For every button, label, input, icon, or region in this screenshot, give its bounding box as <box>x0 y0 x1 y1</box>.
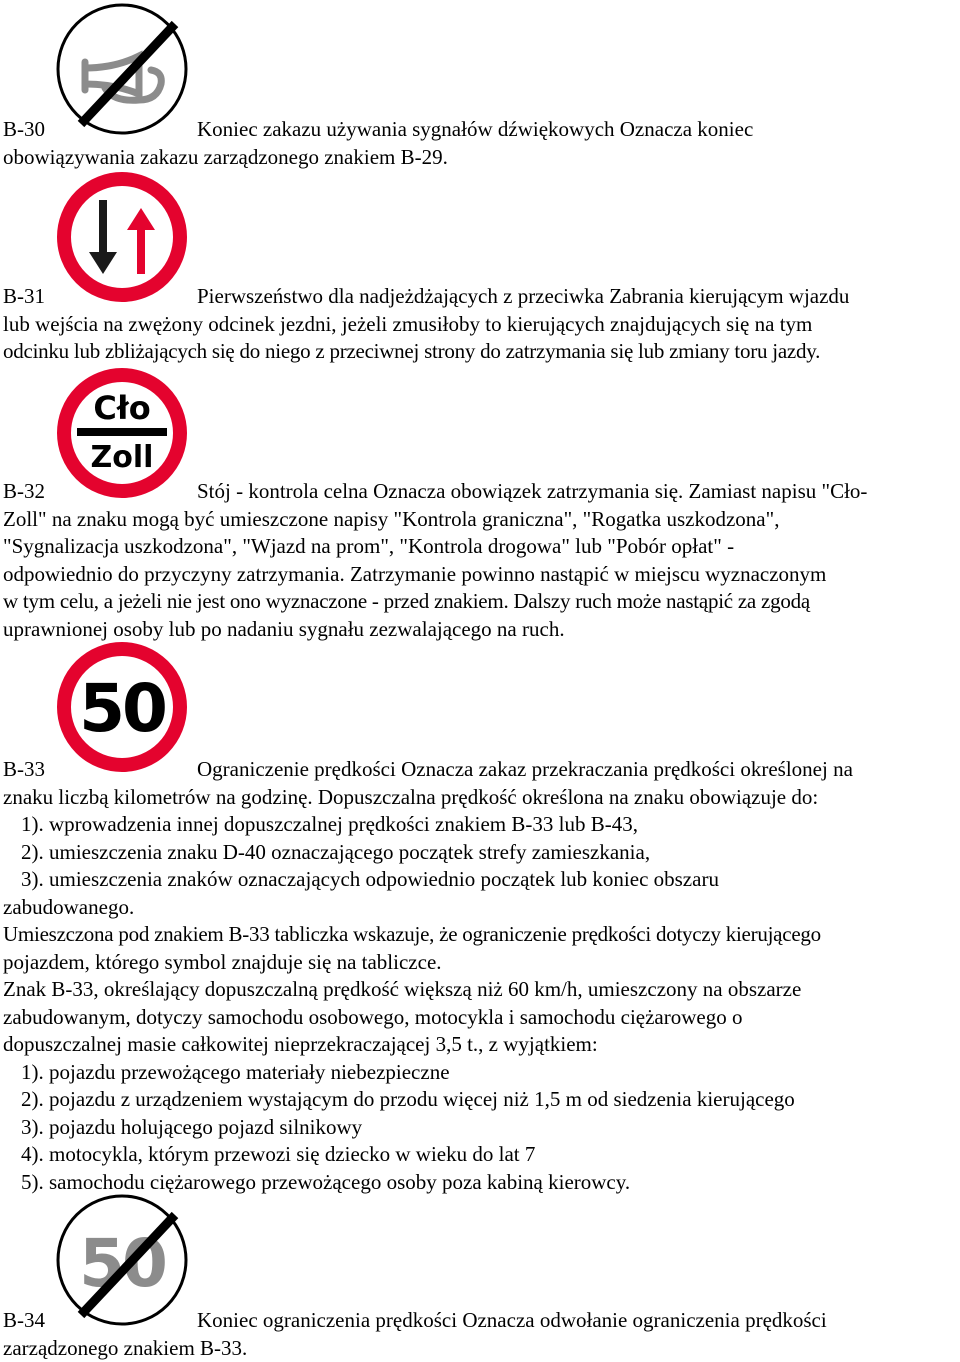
speed-limit-icon <box>55 640 189 774</box>
b32-code: B-32 <box>3 479 45 503</box>
b33-description <box>3 756 960 1196</box>
b33-para2-line1: Umieszczona pod znakiem B-33 tabliczka wskazuje, że ograniczenie prędkości dotyczy kierującego <box>3 922 821 946</box>
b32-line6: uprawnionej osoby lub po nadaniu sygnału zezwalającego na ruch. <box>3 616 565 641</box>
b34-continuation: zarządzonego znakiem B-33. <box>3 1335 248 1360</box>
b33-line2: znaku liczbą kilometrów na godzinę. Dopuszczalna prędkość określona na znaku obowiązuje do: <box>3 784 819 809</box>
b31-title: Pierwszeństwo dla nadjeżdżających z przeciwka <box>197 284 604 308</box>
b31-description <box>3 283 960 366</box>
b32-body: Oznacza obowiązek zatrzymania się. Zamiast napisu "Cło- <box>373 479 868 503</box>
b31-code: B-31 <box>3 284 45 308</box>
sign-text-zoll: Zoll <box>90 440 154 475</box>
b32-title: Stój - kontrola celna <box>197 479 368 503</box>
b31-line2: lub wejścia na zwężony odcinek jezdni, jeżeli zmusiłoby to kierujących znajdujących się na tym <box>3 311 813 336</box>
list-item: 1). pojazdu przewożącego materiały niebezpieczne <box>21 1059 450 1084</box>
sign-speed-number: 50 <box>79 670 165 747</box>
b33-para3-line1: Znak B-33, określający dopuszczalną prędkość większą niż 60 km/h, umieszczony na obszarze <box>3 977 802 1001</box>
list-item: 3). umieszczenia znaków oznaczających odpowiednio początek lub koniec obszaru <box>21 867 719 891</box>
list-item: 2). pojazdu z urządzeniem wystającym do przodu więcej niż 1,5 m od siedzenia kierującego <box>21 1087 795 1111</box>
b33-body: Oznacza zakaz przekraczania prędkości określonej na <box>401 757 853 781</box>
b33-para3-line3: dopuszczalnej masie całkowitej nieprzekraczającej 3,5 t., z wyjątkiem: <box>3 1032 598 1056</box>
b32-description <box>3 478 960 643</box>
b32-line4: odpowiednio do przyczyny zatrzymania. Zatrzymanie powinno nastąpić w miejscu wyznaczonym <box>3 561 827 586</box>
b34-code: B-34 <box>3 1308 45 1332</box>
list-item: 3). pojazdu holującego pojazd silnikowy <box>21 1114 363 1139</box>
sign-end-speed-number: 50 <box>79 1225 165 1302</box>
list-item: 4). motocykla, którym przewozi się dziecko w wieku do lat 7 <box>21 1142 536 1166</box>
b34-body: Oznacza odwołanie ograniczenia prędkości <box>462 1308 827 1332</box>
b30-continuation: obowiązywania zakazu zarządzonego znakiem B-29. <box>3 144 448 169</box>
sign-text-clo: Cło <box>93 389 151 427</box>
b30-title: Koniec zakazu używania sygnałów dźwiękowych <box>197 117 615 141</box>
b32-line3: "Sygnalizacja uszkodzona", "Wjazd na prom", "Kontrola drogowa" lub "Pobór opłat" - <box>3 534 735 558</box>
b33-title: Ograniczenie prędkości <box>197 757 396 781</box>
list-item: 5). samochodu ciężarowego przewożącego osoby poza kabiną kierowcy. <box>21 1169 631 1194</box>
b33-code: B-33 <box>3 757 45 781</box>
b32-line5: w tym celu, a jeżeli nie jest ono wyznaczone - przed znakiem. Dalszy ruch może nastąpić za zgodą <box>3 589 810 613</box>
b33-para3-line2: zabudowanym, dotyczy samochodu osobowego, motocykla i samochodu ciężarowego o <box>3 1004 743 1029</box>
b34-title: Koniec ograniczenia prędkości <box>197 1308 458 1332</box>
b30-body: Oznacza koniec <box>619 117 754 141</box>
b33-para2-line2: pojazdem, którego symbol znajduje się na tabliczce. <box>3 949 442 974</box>
b33-list1-tail: zabudowanego. <box>3 894 135 919</box>
b34-description <box>3 1307 960 1362</box>
b31-body: Zabrania kierującym wjazdu <box>609 284 850 308</box>
b32-line2: Zoll" na znaku mogą być umieszczone napisy "Kontrola graniczna", "Rogatka uszkodzona", <box>3 506 780 531</box>
list-item: 1). wprowadzenia innej dopuszczalnej prędkości znakiem B-33 lub B-43, <box>21 812 638 836</box>
b31-line3: odcinku lub zbliżających się do niego z przeciwnej strony do zatrzymania się lub zmiany toru jazdy. <box>3 339 821 363</box>
b30-code: B-30 <box>3 117 45 141</box>
list-item: 2). umieszczenia znaku D-40 oznaczającego początek strefy zamieszkania, <box>21 839 651 864</box>
b30-description <box>3 116 960 171</box>
